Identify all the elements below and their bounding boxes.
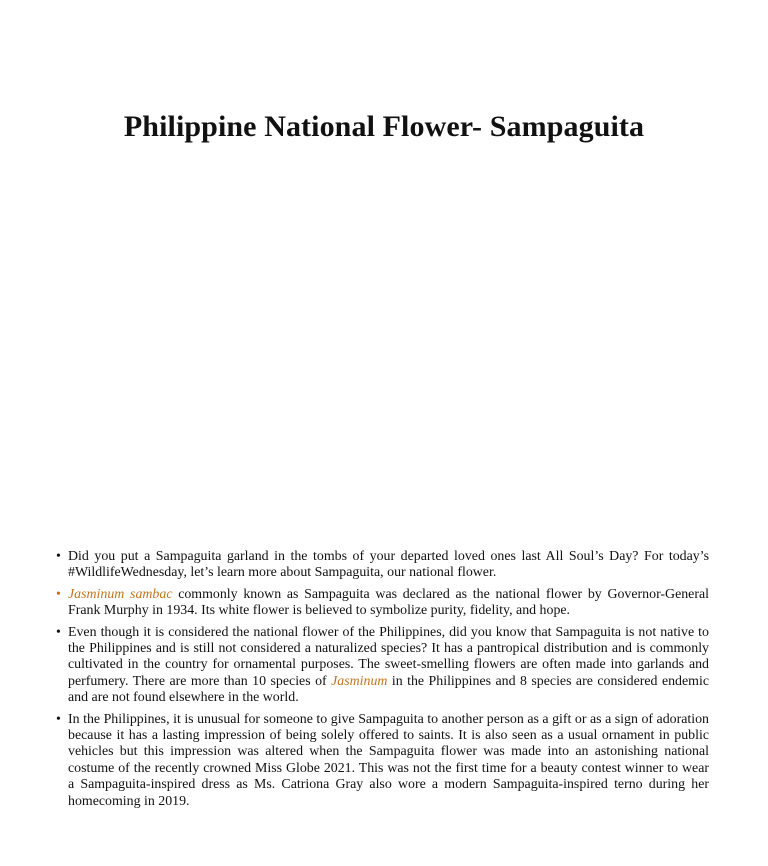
bullet-text: commonly known as Sampaguita was declared as the national flower by Governor-General Frank Murphy in 1934. Its white flower is believed to symbolize purity, fidelity, and hope. xyxy=(68,586,709,619)
bullet-list xyxy=(56,549,709,815)
bullet-marker: • xyxy=(56,549,61,564)
bullet-marker: • xyxy=(56,624,61,640)
scientific-name: Jasminum sambac xyxy=(68,586,173,602)
bullet-item-3 xyxy=(56,625,709,707)
bullet-marker: • xyxy=(56,586,61,602)
bullet-text: Even though it is considered the national flower of the Philippines, did you know that Sampaguita is not native to the Philippines and is still not considered a naturalized species? It has a pantropical distribution and is commonly cultivated in the country for ornamental purposes. The sweet-smelling flowers are often made into garlands and perfumery. There are more than 10 species of xyxy=(68,624,709,689)
bullet-text: In the Philippines, it is unusual for someone to give Sampaguita to another person as a gift or as a sign of adoration because it has a lasting impression of being solely offered to saints. It is also seen as a usual ornament in public vehicles but this impression was altered when the Sampaguita flower was made into an astonishing national costume of the recently crowned Miss Globe 2021. This was not the first time for a beauty contest winner to wear a Sampaguita-inspired dress as Ms. Catriona Gray also wore a modern Sampaguita-inspired terno during her homecoming in 2019. xyxy=(68,711,709,809)
bullet-item-4 xyxy=(56,712,709,810)
bullet-text: in the Philippines and 8 species are considered endemic and are not found elsewhere in the world. xyxy=(68,673,709,706)
bullet-item-1 xyxy=(56,549,709,582)
page-title: Philippine National Flower- Sampaguita xyxy=(123,110,645,143)
bullet-marker: • xyxy=(56,711,61,727)
scientific-name: Jasminum xyxy=(331,673,388,689)
bullet-text: Did you put a Sampaguita garland in the tombs of your departed loved ones last All Soul’s Day? For today’s #WildlifeWednesday, let’s learn more about Sampaguita, our national flower. xyxy=(68,549,709,581)
bullet-item-2 xyxy=(56,587,709,620)
